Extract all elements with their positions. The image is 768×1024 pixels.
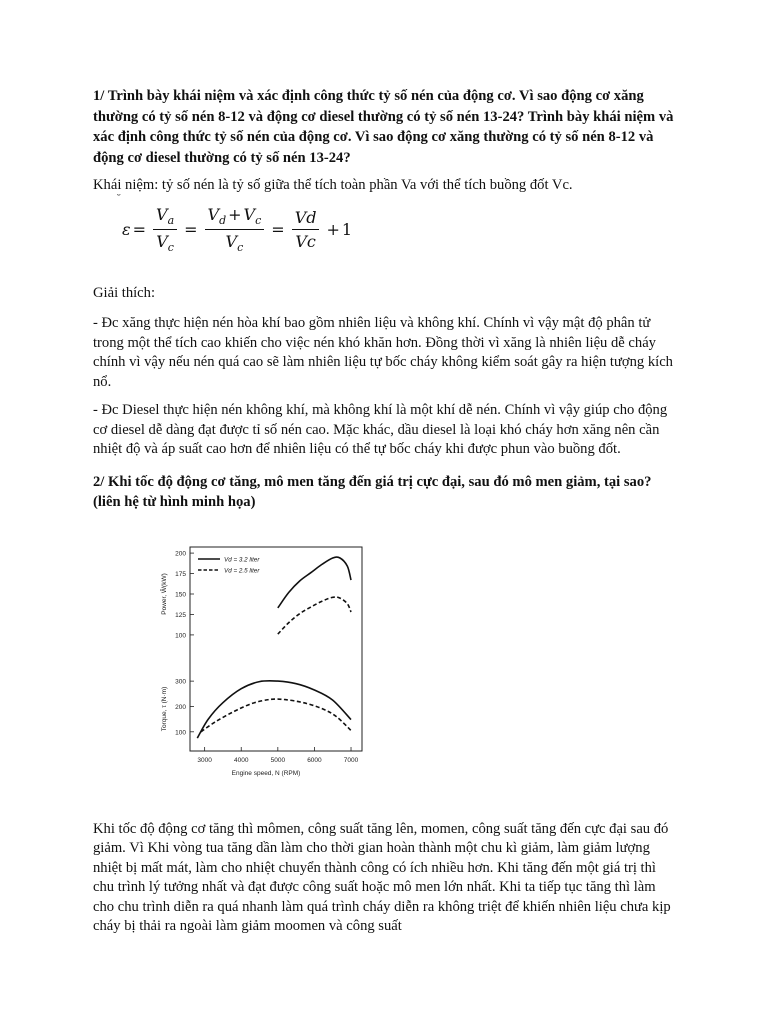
engine-performance-chart (130, 535, 370, 790)
formula-vc3: V (225, 232, 238, 251)
x-tick-label: 7000 (343, 756, 359, 764)
power-y-tick-label: 125 (175, 611, 186, 619)
x-tick-label: 5000 (270, 756, 286, 764)
power-y-tick-label: 150 (175, 591, 186, 598)
legend-label: Vd = 2.5 liter (224, 566, 260, 574)
explain-diesel: - Đc Diesel thực hiện nén không khí, mà không khí là một khí dễ nén. Chính vì vậy giúp cho động cơ diesel dễ dàng đạt được tỉ số nén cao. Mặc khác, dầu diesel là loại khó cháy hơn xăng nên cần nhiệt độ và áp suất cao hơn để nhiên liệu có thể tự bốc cháy khi được phun vào buồng đốt. (93, 402, 668, 457)
torque-series-2-5-liter (201, 699, 351, 732)
chart-svg (130, 535, 370, 790)
formula-vd: V (207, 204, 220, 224)
torque-y-tick-label: 300 (175, 678, 186, 686)
formula-equals-3: = (271, 220, 285, 239)
formula-epsilon: ε (122, 220, 131, 239)
formula-accent-mark: ˘ (116, 192, 122, 206)
x-tick-label: 6000 (307, 756, 322, 764)
legend-label: Vd = 3.2 liter (224, 555, 260, 563)
power-series-2-5-liter (278, 596, 351, 633)
formula-vc: V (156, 232, 168, 251)
compression-ratio-formula (93, 192, 678, 262)
x-tick-label: 3000 (197, 756, 212, 764)
x-tick-label: 4000 (233, 756, 249, 764)
formula-vc-sub: c (167, 241, 174, 255)
concept-text: Khái niệm: tỷ số nén là tỷ số giữa thể tích toàn phần Va với thể tích buồng đốt Vc. (93, 177, 573, 193)
formula-equals-2: = (184, 220, 198, 239)
plot-frame (190, 547, 362, 751)
torque-y-tick-label: 100 (175, 728, 186, 736)
formula-equals-1: = (132, 220, 146, 239)
power-y-axis-label: Power, Ŵ(kW) (161, 572, 168, 615)
power-series-3-2-liter (278, 557, 351, 608)
formula-vd-plain: Vd (292, 208, 320, 230)
torque-y-tick-label: 200 (175, 703, 186, 711)
document-page (93, 86, 678, 946)
formula-plus-1: + (228, 204, 242, 224)
formula-vc2-sub: c (255, 214, 262, 227)
formula-one: 1 (341, 220, 353, 239)
explain-label: Giải thích: (93, 284, 156, 301)
formula-va-sub: a (167, 214, 175, 227)
fraction-vd-vc (292, 208, 320, 251)
formula-vd-sub: d (219, 214, 227, 227)
formula-vc3-sub: c (237, 241, 244, 255)
question-1-title: 1/ Trình bày khái niệm và xác định công thức tỷ số nén của động cơ. Vì sao động cơ xăng thường có tỷ số nén 8-12 và động cơ diesel thường có tỷ số nén 13-24? Trình bày khái niệm và xác định công thức tỷ số nén của động cơ. Vì sao động cơ xăng thường có tỷ số nén 8-12 và động cơ diesel thường có tỷ số nén 13-24? (93, 88, 674, 166)
formula-row (122, 198, 352, 262)
formula-vc-plain: Vc (295, 232, 316, 251)
fraction-vd-plus-vc (205, 205, 265, 254)
torque-series-3-2-liter (197, 680, 351, 737)
x-axis-label: Engine speed, N (RPM) (231, 769, 301, 777)
fraction-va-vc (153, 205, 177, 254)
formula-vc2: V (243, 204, 256, 224)
power-y-tick-label: 100 (175, 631, 186, 639)
question-2-title: 2/ Khi tốc độ động cơ tăng, mô men tăng đến giá trị cực đại, sau đó mô men giảm, tại sao? (liên hệ từ hình minh họa) (93, 473, 652, 510)
question-2-answer: Khi tốc độ động cơ tăng thì mômen, công suất tăng lên, momen, công suất tăng đến cực đại sau đó giảm. Vì Khi vòng tua tăng dần làm cho thời gian hoàn thành một chu kì giảm, làm giảm lượng nhiệt bị mất mát, làm cho nhiệt chuyển thành công có ích nhiều hơn. Khi tăng đến một giá trị thì chu trình lý tưởng nhất và đạt được công suất hoặc mô men lớn nhất. Khi ta tiếp tục tăng thì làm cho chu trình diễn ra quá nhanh làm quá trình cháy diễn ra không triệt để khiến nhiên liệu chưa kịp cháy bị thải ra ngoài làm giảm moomen và công suất (93, 820, 671, 934)
torque-y-axis-label: Torque, τ (N·m) (161, 686, 168, 731)
power-y-tick-label: 175 (175, 570, 186, 578)
explain-gasoline: - Đc xăng thực hiện nén hòa khí bao gồm nhiên liệu và không khí. Chính vì vậy mật độ phân tử trong một thể tích cao khiến cho việc nén khó khăn hơn. Đồng thời vì xăng là nhiên liệu dễ cháy chính vì vậy nếu nén quá cao sẽ làm nhiên liệu tự bốc cháy không kiểm soát gây ra hiện tượng kích nổ. (93, 315, 673, 390)
formula-va: V (156, 204, 168, 224)
formula-plus-2: + (326, 220, 340, 239)
power-y-tick-label: 200 (175, 550, 186, 558)
